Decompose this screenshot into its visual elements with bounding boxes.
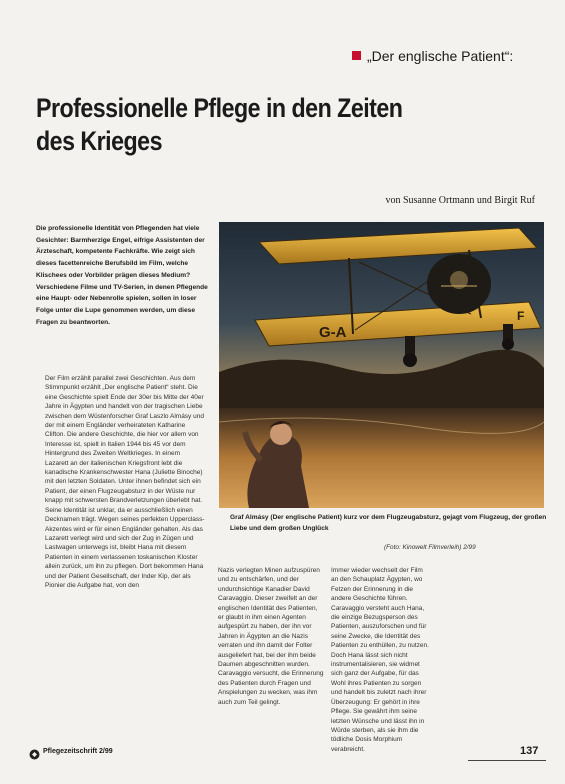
article-title — [36, 92, 403, 158]
body-column-2 — [218, 566, 324, 707]
photo-credit: (Foto: Kinowelt Filmverleih) 2/99 — [384, 544, 476, 551]
magazine-name: Pflegezeitschrift 2/99 — [43, 748, 113, 755]
magazine-logo-icon — [29, 747, 40, 758]
photo-caption: Graf Almásy (Der englische Patient) kurz vor dem Flugzeugabsturz, gejagt vom Flugzeug, der großen Liebe und dem großen Unglück — [230, 514, 547, 532]
series-text: „Der englische Patient“: — [367, 48, 514, 64]
author-byline: von Susanne Ortmann und Birgit Ruf — [385, 195, 535, 206]
series-heading — [352, 48, 513, 64]
footer-divider — [468, 760, 546, 761]
title-line-1: Professionelle Pflege in den Zeiten — [36, 93, 403, 123]
body-text: Der Film erzählt parallel zwei Geschichten. Aus dem Stimmpunkt erzählt „Der englische Patient“ steht. Die eine Geschichte spielt Ende der 30er bis Mitte der 40er Jahre in Ägypten und handelt von der tragischen Liebe zwischen dem Wüstenforscher Graf Laszlo Almásy und der mit einem Engländer verheirateten Katharine Clifton. Die andere Geschichte, die hier vor allem von Interesse ist, spielt in Italien 1944 bis 45 vor dem Hintergrund des Zweiten Weltkrieges. In einem Lazarett an der italienischen Kriegsfront lebt die kanadische Krankenschwester Hana (Juliette Binoche) mit den letzten Soldaten. Unter ihnen befindet sich ein Patient, der einen Flugzeugabsturz in der Wüste nur knapp mit schwersten Brandverletzungen überlebt hat. Seine Identität ist unklar, da er ausschließlich einen Decknamen trägt. Wegen seines perfekten Upperclass-Akzentes wird er für einen Engländer gehalten. Als das Lazarett verlegt wird und sich der Zug in Zügen und Lastwagen unterwegs ist, bleibt Hana mit diesem Patienten in einem verlassenen toskanischen Kloster allein zurück, um ihn zu pflegen. Dort bekommen Hana und der Patient Gesellschaft, der Inder Kip, der als Pionier die Aufgabe hat, von den — [45, 375, 205, 589]
lead-paragraph: Die professionelle Identität von Pflegenden hat viele Gesichter: Barmherzige Engel, eifrige Assistenten der Ärzteschaft, kompetente Fachkräfte. Wie zeigt sich dieses facettenreiche Berufsbild im Film, welche Klischees oder Vorbilder prägen dieses Medium? Verschiedene Filme und TV-Serien, in denen Pflegende eine Haupt- oder Nebenrolle spielen, sollen in loser Folge unter die Lupe genommen werden, um diese Fragen zu beantworten. — [36, 225, 208, 326]
page-number: 137 — [520, 745, 539, 757]
film-still-photo — [219, 222, 544, 508]
title-line-2: des Krieges — [36, 126, 162, 156]
body-column-1 — [45, 374, 205, 590]
plane-marking: G-A — [319, 324, 347, 341]
plane-marking-right: F — [517, 309, 525, 323]
body-column-3 — [331, 566, 429, 754]
body-text: Immer wieder wechselt der Film an den Schauplatz Ägypten, wo Fetzen der Erinnerung in die andere Geschichte führen. Caravaggio versteht auch Hana, die einzige Bezugsperson des Patienten, auszuforschen und für seine Zwecke, die Identität des Patienten zu enthüllen, zu nutzen. Doch Hana lässt sich nicht instrumentalisieren, sie widmet sich ganz der Aufgabe, für das Wohl ihres Patienten zu sorgen und handelt bis zuletzt nach ihrer Überzeugung: Er gehört in ihre Pflege. Sie gewährt ihm seine letzten Wünsche und lässt ihn in Würde sterben, als sie ihm die tödliche Dosis Morphium verabreicht. — [331, 567, 429, 753]
body-text: Nazis verlegten Minen aufzuspüren und zu entschärfen, und der undurchsichtige Kanadier David Caravaggio. Dieser zweifelt an der englischen Identität des Patienten, er glaubt in ihm einen Agenten aufgespürt zu haben, der ihn vor Jahren in Ägypten an die Nazis verraten und ihn damit der Folter ausgeliefert hat, bei der ihm beide Daumen abgeschnitten wurden. Caravaggio versucht, die Erinnerung des Patienten durch Fragen und Anspielungen zu wecken, was ihm auch zum Teil gelingt. — [218, 567, 324, 706]
red-square-icon — [352, 51, 361, 60]
